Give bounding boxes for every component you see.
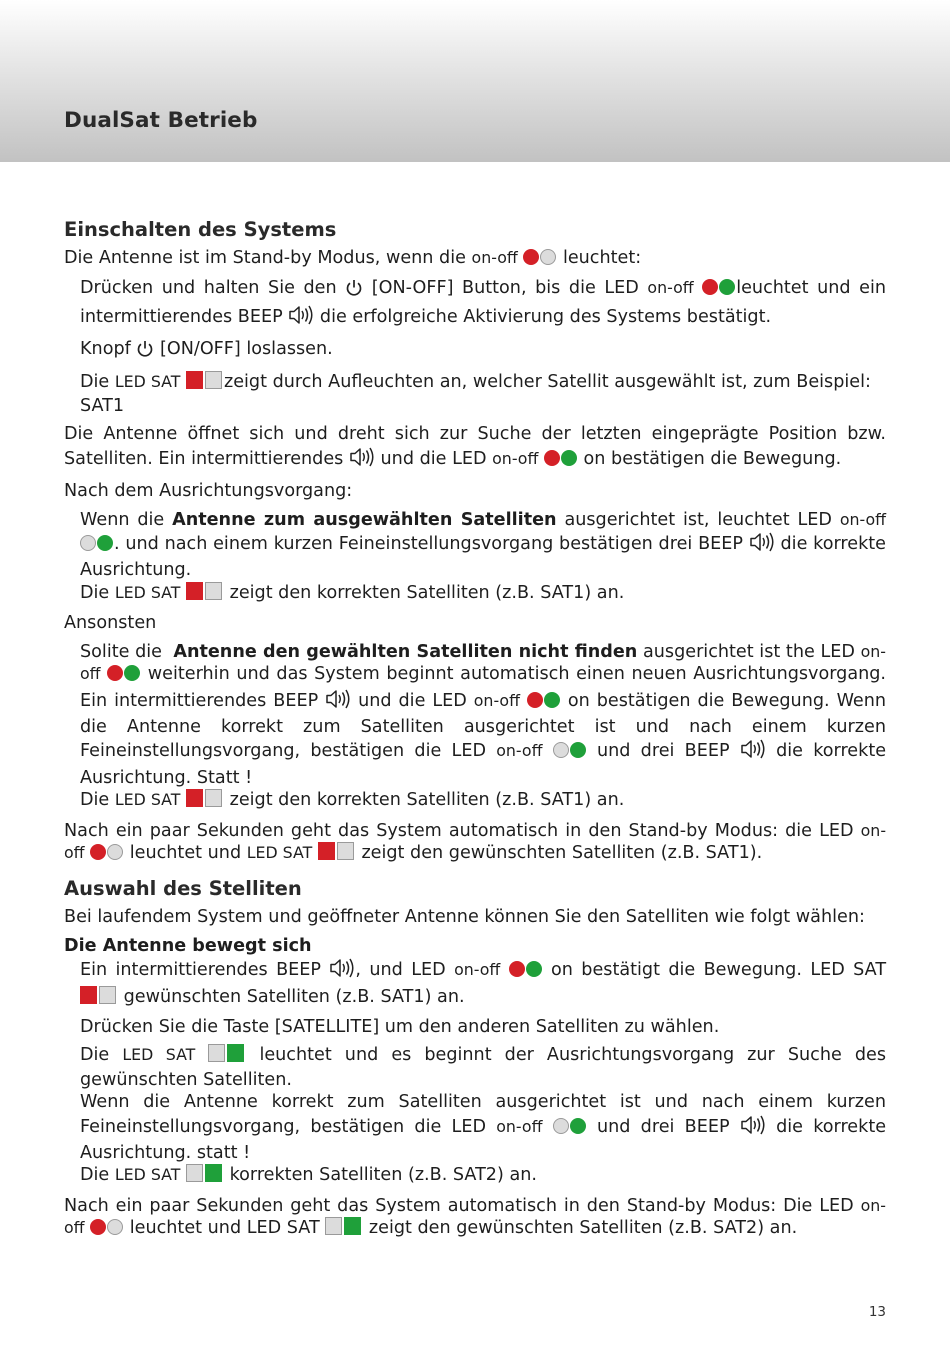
label-led: LED xyxy=(432,690,467,711)
sat-led-icon xyxy=(186,789,224,813)
label-beep: BEEP xyxy=(698,534,743,555)
text-run: on bestätigt die Bewegung. xyxy=(551,960,802,981)
label-led-sat: LED SAT xyxy=(114,790,181,810)
step-sat2-led xyxy=(64,1044,886,1091)
text-run: die erfolgreiche Aktivierung des Systems bestätigt. xyxy=(319,306,772,327)
sat-led-icon xyxy=(325,1217,363,1241)
led-pair-icon xyxy=(509,961,543,983)
led-pair-icon xyxy=(107,665,141,687)
text-run: leuchtet und es beginnt der Ausrichtungsvorgang zur Suche des gewünschten Satelliten. xyxy=(80,1045,887,1090)
text-run: leuchtet und xyxy=(129,842,242,863)
text-run: , und xyxy=(355,960,403,981)
text-run: Nach ein paar Sekunden geht das System automatisch in den Stand-by Modus: die xyxy=(64,820,813,841)
text-run: [ON-OFF] Button, bis die xyxy=(371,278,596,299)
label-led: LED xyxy=(820,641,855,662)
label-beep: BEEP xyxy=(276,960,322,981)
label-led-sat: LED SAT xyxy=(246,842,313,862)
sat-led-icon xyxy=(186,582,224,606)
step-satellite-not-found xyxy=(64,641,886,789)
label-on-off: on-off xyxy=(454,960,501,980)
text-run: die korrekte Ausrichtung. Statt ! xyxy=(80,741,887,788)
text-run: ausgerichtet ist, leuchtet xyxy=(564,509,790,530)
subheading-antenna-moves: Die Antenne bewegt sich xyxy=(64,935,312,956)
label-beep: BEEP xyxy=(273,690,319,711)
label-led: LED xyxy=(451,741,486,762)
text-run: Wenn die xyxy=(80,509,165,530)
step-sat2-aligned xyxy=(64,1091,886,1164)
step-press-satellite: Drücken Sie die Taste [SATELLITE] um den anderen Satelliten zu wählen. xyxy=(80,1016,720,1037)
label-on-off: on-off xyxy=(496,741,543,761)
text-run: Wenn die Antenne korrekt zum Satelliten ausgerichtet ist und nach einem kurzen Feineinstellungsvorgang, bestätigen die xyxy=(80,1092,886,1137)
text-run: die korrekte Ausrichtung. statt ! xyxy=(80,1116,887,1163)
label-led-sat: LED SAT xyxy=(122,1045,196,1065)
text-run: zeigt den gewünschten Satelliten (z.B. SAT2) an. xyxy=(368,1218,798,1239)
text-run: Die Antenne ist im Stand-by Modus, wenn die xyxy=(64,248,466,268)
step-sat-led-sat1-b xyxy=(64,789,886,813)
text-run: leuchtet und xyxy=(129,1218,242,1239)
text-run: Solite die xyxy=(80,641,162,662)
text-run: Die xyxy=(80,582,110,603)
text-run: Die xyxy=(80,790,110,811)
label-led-sat: LED SAT xyxy=(114,371,181,391)
label-on-off: on-off xyxy=(80,641,887,684)
sat-led-icon xyxy=(80,986,118,1010)
text-run: Nach ein paar Sekunden geht das System automatisch in den Stand-by Modus: Die xyxy=(64,1195,813,1216)
speaker-beep-icon xyxy=(740,738,766,766)
label-on-off: on-off xyxy=(64,1195,887,1238)
led-pair-icon xyxy=(90,844,124,866)
step-press-hold xyxy=(64,277,886,332)
label-on-off: on-off xyxy=(492,448,539,468)
text-run: Ein intermittierendes xyxy=(80,960,268,981)
power-icon xyxy=(136,339,154,364)
sat-led-icon xyxy=(186,371,224,395)
text-run: Knopf xyxy=(80,339,131,360)
text-run: und drei xyxy=(596,1116,675,1137)
text-run: Die xyxy=(80,371,110,392)
text-run: zeigt den korrekten Satelliten (z.B. SAT1) an. xyxy=(229,582,625,603)
label-on-off: on-off xyxy=(471,248,518,267)
label-on-off: on-off xyxy=(647,278,694,298)
speaker-beep-icon xyxy=(749,531,775,559)
text-run: und drei xyxy=(596,741,675,762)
led-pair-icon xyxy=(523,249,557,271)
paragraph-standby xyxy=(64,247,886,271)
paragraph-antenna-opens xyxy=(64,423,886,474)
paragraph-select-intro: Bei laufendem System und geöffneter Antenne können Sie den Satelliten wie folgt wählen: xyxy=(64,907,865,928)
text-run: zeigt den gewünschten Satelliten (z.B. SAT1). xyxy=(361,842,763,863)
text-run: leuchtet und ein intermittierendes xyxy=(80,278,887,327)
label-beep: BEEP xyxy=(684,1116,730,1137)
text-bold: Antenne zum ausgewählten Satelliten xyxy=(172,509,557,530)
paragraph-otherwise: Ansonsten xyxy=(64,613,157,634)
section-heading-auswahl: Auswahl des Stelliten xyxy=(64,877,302,901)
text-run: on bestätigen die Bewegung. xyxy=(583,448,842,469)
text-run: korrekten Satelliten (z.B. SAT2) an. xyxy=(229,1165,537,1186)
label-beep: BEEP xyxy=(684,741,730,762)
text-bold: Antenne den gewählten Satelliten nicht finden xyxy=(173,641,638,662)
speaker-beep-icon xyxy=(740,1114,766,1142)
led-pair-icon xyxy=(702,279,736,301)
label-led: LED xyxy=(411,960,446,981)
text-run: die korrekte Ausrichtung. xyxy=(80,534,886,581)
speaker-beep-icon xyxy=(288,304,314,332)
text-run: leuchtet: xyxy=(562,248,642,268)
led-pair-icon xyxy=(553,1118,587,1140)
speaker-beep-icon xyxy=(329,957,355,985)
label-on-off: on-off xyxy=(473,690,520,710)
speaker-beep-icon xyxy=(349,446,375,474)
label-beep: BEEP xyxy=(237,306,283,327)
text-run: gewünschten Satelliten (z.B. SAT1) an. xyxy=(123,986,465,1007)
label-led-sat: LED SAT xyxy=(810,960,887,981)
manual-content xyxy=(64,217,886,1242)
text-run: zeigt durch Aufleuchten an, welcher Satellit ausgewählt ist, zum Beispiel: SAT1 xyxy=(80,371,871,417)
step-release xyxy=(64,338,886,364)
power-icon xyxy=(345,278,363,303)
label-on-off: on-off xyxy=(64,820,887,862)
text-run: Drücken und halten Sie den xyxy=(80,278,337,299)
label-led: LED xyxy=(604,278,639,299)
sat-led-icon xyxy=(208,1044,246,1068)
page-title: DualSat Betrieb xyxy=(64,108,258,133)
step-sat2-correct xyxy=(64,1164,886,1188)
text-run: on bestätigen die Bewegung. Wenn die Antenne korrekt zum Satelliten ausgerichtet ist und nach einem kurzen Feineinstellungsvorgang, bestätigen die xyxy=(80,690,887,762)
section-heading-einschalten: Einschalten des Systems xyxy=(64,218,337,241)
text-run: Die xyxy=(80,1165,110,1186)
text-run: zeigt den korrekten Satelliten (z.B. SAT1) an. xyxy=(229,790,625,811)
step-sat-led xyxy=(64,371,886,418)
paragraph-standby-return xyxy=(64,820,886,867)
text-run: und die xyxy=(380,448,447,469)
label-led: LED xyxy=(819,1195,854,1216)
label-led: LED xyxy=(452,448,487,469)
led-pair-icon xyxy=(544,450,578,472)
label-led-sat: LED SAT xyxy=(246,1218,320,1239)
text-run: . und nach einem kurzen Feineinstellungsvorgang bestätigen drei xyxy=(114,534,693,555)
led-pair-icon xyxy=(90,1219,124,1241)
page-number: 13 xyxy=(868,1304,886,1320)
paragraph-after-alignment: Nach dem Ausrichtungsvorgang: xyxy=(64,481,353,502)
text-run: Die xyxy=(80,1045,110,1066)
label-on-off: on-off xyxy=(496,1116,543,1136)
text-run: [ON/OFF] loslassen. xyxy=(160,339,333,360)
label-on-off: on-off xyxy=(839,509,887,529)
header-band xyxy=(0,0,950,162)
sat-led-icon xyxy=(186,1164,224,1188)
text-run: und die xyxy=(358,690,426,711)
label-led: LED xyxy=(451,1116,486,1137)
led-pair-icon xyxy=(553,742,587,764)
speaker-beep-icon xyxy=(325,688,351,716)
label-led-sat: LED SAT xyxy=(114,1165,181,1185)
led-pair-icon xyxy=(527,692,561,714)
text-run: weiterhin und das System beginnt automatisch einen neuen Ausrichtungsvorgang. Ein intermittierendes xyxy=(80,664,887,711)
text-run: Die Antenne öffnet sich und dreht sich zur Suche der letzten eingeprägte Position bzw. Satelliten. Ein intermittierendes xyxy=(64,424,886,469)
led-pair-icon xyxy=(80,535,114,557)
label-led: LED xyxy=(797,509,832,530)
step-sat-led-sat1 xyxy=(64,582,886,606)
label-led-sat: LED SAT xyxy=(114,582,181,602)
paragraph-standby-sat2 xyxy=(64,1195,886,1242)
label-led: LED xyxy=(819,820,854,841)
step-beep-confirm xyxy=(64,957,886,1010)
text-run: ausgerichtet ist the xyxy=(642,641,815,662)
sat-led-icon xyxy=(318,842,356,866)
step-satellite-found xyxy=(64,509,886,582)
